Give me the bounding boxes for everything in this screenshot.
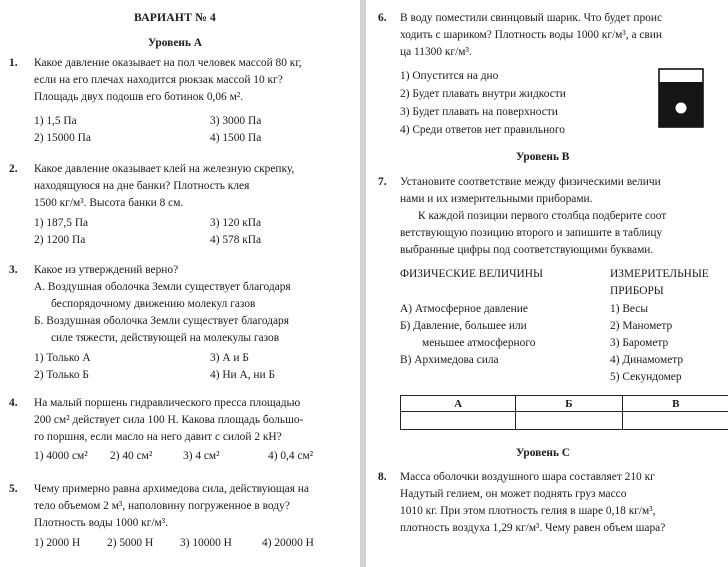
question-text-line: 1010 кг. При этом плотность гелия в шаре 0,18 кг/м³, [400,505,656,517]
instrument-item: 4) Динамометр [610,354,684,366]
question-number: 5. [9,483,18,495]
answer-option[interactable]: 3) Будет плавать на поверхности [400,106,558,118]
table-header-v: В [622,396,728,412]
question-text-line: 200 см² действует сила 100 Н. Какова площадь большо- [34,414,304,426]
right-page [366,0,728,567]
answer-option[interactable]: 1) 187,5 Па [34,217,89,229]
answer-option[interactable]: 3) А и Б [210,352,249,364]
answer-option[interactable]: 4) 1500 Па [210,132,262,144]
question-text-line: го поршня, если масло на него давит с силой 2 кН? [34,431,282,443]
answer-option[interactable]: 3) 4 см² [183,450,220,462]
vessel-with-ball-figure [658,68,704,128]
question-text-line: К каждой позиции первого столбца подберите соот [418,210,667,222]
answer-option[interactable]: 3) 10000 Н [180,537,232,549]
question-text-line: ветствующую позицию второго и запишите в таблицу [400,227,663,239]
answer-option[interactable]: 4) Среди ответов нет правильного [400,124,565,136]
statement-line: А. Воздушная оболочка Земли существует благодаря [34,281,291,293]
question-text-line: Какое из утверждений верно? [34,264,179,276]
quantity-item: А) Атмосферное давление [400,303,528,315]
level-c-heading: Уровень С [516,447,571,459]
answer-option[interactable]: 1) 2000 Н [34,537,81,549]
answer-option[interactable]: 1) 4000 см² [34,450,88,462]
instrument-item: 3) Барометр [610,337,669,349]
answer-option[interactable]: 2) Только Б [34,369,89,381]
answer-cell-v[interactable] [622,412,728,430]
question-number: 8. [378,471,387,483]
instrument-item: 2) Манометр [610,320,673,332]
question-text-line: Надутый гелием, он может поднять груз массо [400,488,627,500]
answer-option[interactable]: 4) 0,4 см² [268,450,314,462]
statement-line: Б. Воздушная оболочка Земли существует благодаря [34,315,289,327]
instrument-item: 5) Секундомер [610,371,682,383]
statement-line: беспорядочному движению молекул газов [51,298,256,310]
question-text-line: Масса оболочки воздушного шара составляет 210 кг [400,471,655,483]
question-text-line: ходить с шариком? Плотность воды 1000 кг/м³, а свин [400,29,662,41]
question-text-line: нами и их измерительными приборами. [400,193,593,205]
answer-table [400,395,728,430]
answer-option[interactable]: 4) 20000 Н [262,537,314,549]
answer-option[interactable]: 3) 120 кПа [210,217,262,229]
variant-title: ВАРИАНТ № 4 [134,11,217,24]
instruments-column-header: ИЗМЕРИТЕЛЬНЫЕ [610,268,709,280]
answer-option[interactable]: 1) Опустится на дно [400,70,499,82]
answer-option[interactable]: 4) Ни А, ни Б [210,369,276,381]
level-a-heading: Уровень А [148,37,203,49]
question-text-line: Чему примерно равна архимедова сила, действующая на [34,483,309,495]
answer-cell-b[interactable] [516,412,623,430]
answer-option[interactable]: 1) Только А [34,352,91,364]
answer-cell-a[interactable] [401,412,516,430]
question-text-line: если на его плечах находится рюкзак массой 10 кг? [34,74,283,86]
quantity-item: меньшее атмосферного [422,337,536,349]
answer-option[interactable]: 2) 40 см² [110,450,153,462]
answer-option[interactable]: 2) 15000 Па [34,132,91,144]
question-text-line: тело объемом 2 м³, наполовину погруженное в воду? [34,500,290,512]
question-text-line: На малый поршень гидравлического пресса площадью [34,397,301,409]
quantities-column-header: ФИЗИЧЕСКИЕ ВЕЛИЧИНЫ [400,268,543,280]
question-number: 3. [9,264,18,276]
question-number: 7. [378,176,387,188]
question-text-line: 1500 кг/м³. Высота банки 8 см. [34,197,184,209]
question-text-line: В воду поместили свинцовый шарик. Что будет проис [400,12,662,24]
question-number: 4. [9,397,18,409]
answer-option[interactable]: 2) Будет плавать внутри жидкости [400,88,566,100]
question-text-line: Какое давление оказывает клей на железную скрепку, [34,163,295,175]
question-number: 2. [9,163,18,175]
table-header-b: Б [516,396,623,412]
question-number: 1. [9,57,18,69]
question-text-line: Какое давление оказывает на пол человек массой 80 кг, [34,57,302,69]
left-page [0,0,360,567]
statement-line: силе тяжести, действующей на молекулы газов [51,332,280,344]
quantity-item: Б) Давление, большее или [400,320,527,332]
question-text-line: плотность воздуха 1,29 кг/м³. Чему равен объем шара? [400,522,666,534]
quantity-item: В) Архимедова сила [400,354,499,366]
question-text-line: Плотность воды 1000 кг/м³. [34,517,169,529]
question-text-line: находящуюся на дне банки? Плотность клея [34,180,250,192]
table-header-a: А [401,396,516,412]
answer-option[interactable]: 4) 578 кПа [210,234,262,246]
instrument-item: 1) Весы [610,303,648,315]
question-text-line: Площадь двух подошв его ботинок 0,06 м². [34,91,244,103]
question-text-line: выбранные цифры под соответствующими буквами. [400,244,654,256]
answer-option[interactable]: 3) 3000 Па [210,115,262,127]
answer-option[interactable]: 2) 1200 Па [34,234,86,246]
answer-option[interactable]: 1) 1,5 Па [34,115,77,127]
question-text-line: Установите соответствие между физическими величи [400,176,661,188]
instruments-column-header: ПРИБОРЫ [610,285,664,297]
answer-option[interactable]: 2) 5000 Н [107,537,154,549]
question-number: 6. [378,12,387,24]
level-b-heading: Уровень В [516,151,570,163]
question-text-line: ца 11300 кг/м³. [400,46,472,58]
